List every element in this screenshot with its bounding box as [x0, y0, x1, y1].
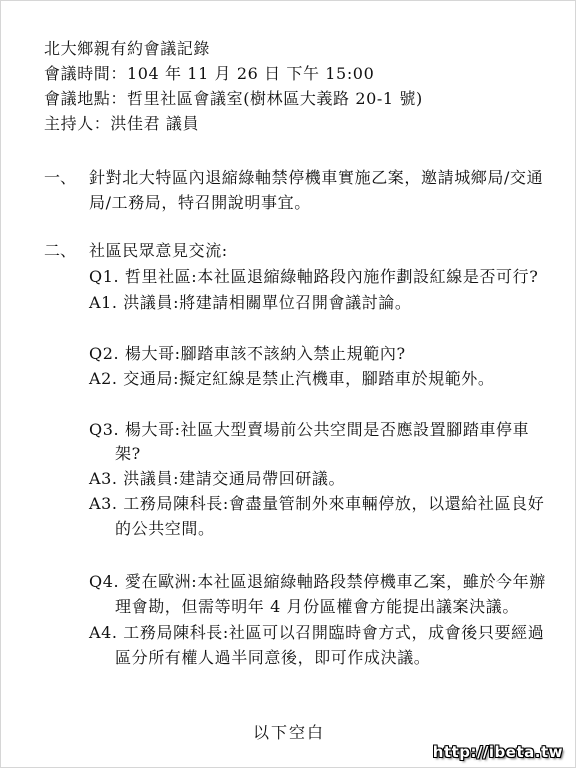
question-q2: Q2. 楊大哥:腳踏車該不該納入禁止規範內?: [89, 344, 406, 363]
section-1-text-line: 針對北大特區內退縮綠軸禁停機車實施乙案，邀請城鄉局/交通: [89, 168, 544, 187]
watermark-url: http://ibeta.tw: [432, 743, 563, 761]
question-q3-continued: 架?: [115, 444, 141, 463]
answer-a4: A4. 工務局陳科長:社區可以召開臨時會方式，成會後只要經過: [89, 623, 545, 642]
section-1-text-line: 局/工務局，特召開說明事宜。: [89, 193, 311, 212]
question-q1: Q1. 哲里社區:本社區退縮綠軸路段內施作劃設紅線是否可行?: [89, 267, 539, 286]
question-q4: Q4. 愛在歐洲:本社區退縮綠軸路段禁停機車乙案，雖於今年辦: [89, 572, 546, 591]
answer-a2: A2. 交通局:擬定紅線是禁止汽機車，腳踏車於規範外。: [89, 369, 495, 388]
section-2-number: 二、: [44, 241, 77, 260]
question-q4-continued: 理會勘，但需等明年 4 月份區權會方能提出議案決議。: [115, 597, 519, 616]
answer-a3-council: A3. 洪議員:建請交通局帶回研議。: [89, 469, 346, 488]
answer-a3-works-continued: 的公共空間。: [115, 519, 215, 538]
answer-a4-continued: 區分所有權人過半同意後，即可作成決議。: [115, 648, 431, 667]
section-2-title: 社區民眾意見交流:: [89, 241, 228, 260]
answer-a1: A1. 洪議員:將建請相關單位召開會議討論。: [89, 293, 412, 312]
meeting-host: 主持人：洪佳君 議員: [44, 114, 200, 133]
answer-a3-works: A3. 工務局陳科長:會盡量管制外來車輛停放，以還給社區良好: [89, 494, 545, 513]
meeting-time: 會議時間：104 年 11 月 26 日 下午 15:00: [44, 64, 375, 83]
document-title: 北大鄉親有約會議記錄: [44, 39, 211, 58]
section-1-number: 一、: [44, 168, 77, 187]
end-marker: 以下空白: [252, 723, 325, 742]
meeting-location: 會議地點：哲里社區會議室(樹林區大義路 20-1 號): [44, 89, 423, 108]
question-q3: Q3. 楊大哥:社區大型賣場前公共空間是否應設置腳踏車停車: [89, 420, 530, 439]
